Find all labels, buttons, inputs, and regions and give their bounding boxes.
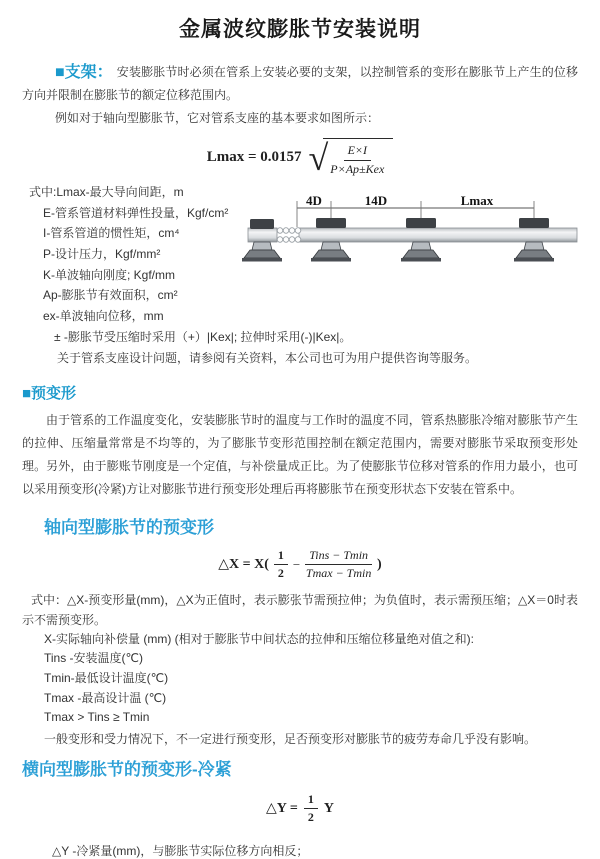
formula-lmax-denominator: P×Ap±Kex bbox=[330, 161, 385, 176]
temp-line: Tins -安装温度(℃) bbox=[44, 651, 144, 666]
definition-line: K-单波轴向刚度; Kgf/mm bbox=[43, 267, 176, 282]
formula-delta-x bbox=[0, 548, 600, 582]
delta-y-note: △Y -冷紧量(mm)，与膨胀节实际位移方向相反； bbox=[52, 843, 309, 858]
pipe-stub bbox=[248, 228, 277, 242]
formula-delta-y-rhs: Y bbox=[323, 800, 334, 816]
sqrt-sign: √ bbox=[308, 138, 329, 179]
definition-line: E-管系管道材料弹性投量，Kgf/cm² bbox=[43, 205, 229, 220]
dim-label-4d: 4D bbox=[306, 193, 322, 208]
dim-label-14d: 14D bbox=[364, 193, 388, 208]
section-heading-predeform: ■预变形 bbox=[22, 384, 77, 402]
definition-line: 式中:Lmax-最大导向间距，m bbox=[29, 185, 184, 200]
half-numerator: 1 bbox=[304, 792, 318, 810]
formula-lmax-lhs: Lmax = 0.0157 bbox=[206, 149, 302, 166]
support-intro-text: 安装膨胀节时必须在管系上安装必要的支架，以控制管系的变形在膨胀节上产生的位移方向并限制在膨胀节的额定位移范围内。 bbox=[22, 65, 578, 102]
temp-numerator: Tins − Tmin bbox=[305, 548, 372, 566]
support-spacing-diagram bbox=[247, 194, 595, 286]
x-definition-line: X-实际轴向补偿量 (mm) (相对于膨胀节中间状态的拉伸和压缩位移量绝对值之和): bbox=[44, 631, 474, 646]
formula-delta-y bbox=[0, 792, 600, 826]
radical bbox=[309, 138, 394, 177]
predeform-paragraph: 由于管系的工作温度变化，安装膨胀节时的温度与工作时的温度不同，管系热膨胀冷缩对膨胀节产生的拉伸、压缩量常常是不均等的，为了膨胀节变形范围控制在额定范围内，需要对膨胀节采取预变形处理。另外，由于膨账节刚度是一个定值，与补偿量成正比。为了使膨胀节位移对管系的作用力最小，也可以采用预变形(冷紧)方让对膨胀节进行预变形处理后再将膨胀节在预变形状态下安装在管系中。 bbox=[22, 412, 578, 496]
page-title: 金属波纹膨胀节安装说明 bbox=[179, 18, 421, 41]
support-example-line: 例如对于轴向型膨胀节，它对管系支座的基本要求如图所示： bbox=[55, 111, 380, 125]
section-heading-support: ■支架： bbox=[55, 64, 113, 81]
formula-delta-x-close: ) bbox=[377, 556, 382, 572]
definition-line: I-管系管道的惯性矩，cm⁴ bbox=[43, 226, 180, 241]
half-denominator: 2 bbox=[277, 566, 284, 581]
plus-minus-note: ± -膨胀节受压缩时采用（+）|Kex|; 拉伸时采用(-)|Kex|。 bbox=[54, 330, 352, 345]
bellows bbox=[277, 228, 301, 243]
support-intro-paragraph bbox=[22, 61, 578, 107]
formula-lmax bbox=[0, 138, 600, 177]
definition-line: Ap-膨胀节有效面积，cm² bbox=[43, 288, 178, 303]
half-denominator: 2 bbox=[307, 810, 314, 825]
formula-delta-y-lhs: △Y = bbox=[266, 801, 298, 817]
definition-line: ex-单波轴向位移，mm bbox=[43, 308, 164, 323]
delta-x-explanation: 式中：△X-预变形量(mm)，△X为正值时，表示膨张节需预拉伸；为负值时，表示需预压缩；△X＝0时表示不需预变形。 bbox=[22, 592, 578, 627]
predeform-note: 一般变形和受力情况下，不一定进行预变形，足否预变形对膨胀节的疲劳寿命几乎没有影响。 bbox=[44, 731, 537, 746]
formula-delta-x-lhs: △X = X( bbox=[218, 557, 269, 573]
lateral-predeform-heading: 横向型膨胀节的预变形-冷紧 bbox=[22, 759, 232, 779]
temp-line: Tmax -最高设计温 (℃) bbox=[44, 690, 167, 705]
temp-denominator: Tmax − Tmin bbox=[305, 566, 372, 581]
axial-predeform-heading: 轴向型膨胀节的预变形 bbox=[44, 517, 214, 537]
half-numerator: 1 bbox=[274, 548, 288, 566]
dim-label-lmax: Lmax bbox=[460, 193, 494, 208]
consult-note: 关于管系支座设计问题，请参阅有关资料，本公司也可为用户提供咨询等服务。 bbox=[57, 350, 478, 365]
minus-sign: − bbox=[292, 556, 301, 572]
formula-lmax-numerator: E×I bbox=[344, 143, 371, 161]
pipe bbox=[299, 228, 577, 242]
temp-line: Tmax > Tins ≥ Tmin bbox=[44, 710, 150, 725]
definition-line: P-设计压力，Kgf/mm² bbox=[43, 246, 161, 261]
axial-variable-lines bbox=[44, 630, 600, 728]
temp-line: Tmin-最低设计温度(℃) bbox=[44, 670, 169, 685]
